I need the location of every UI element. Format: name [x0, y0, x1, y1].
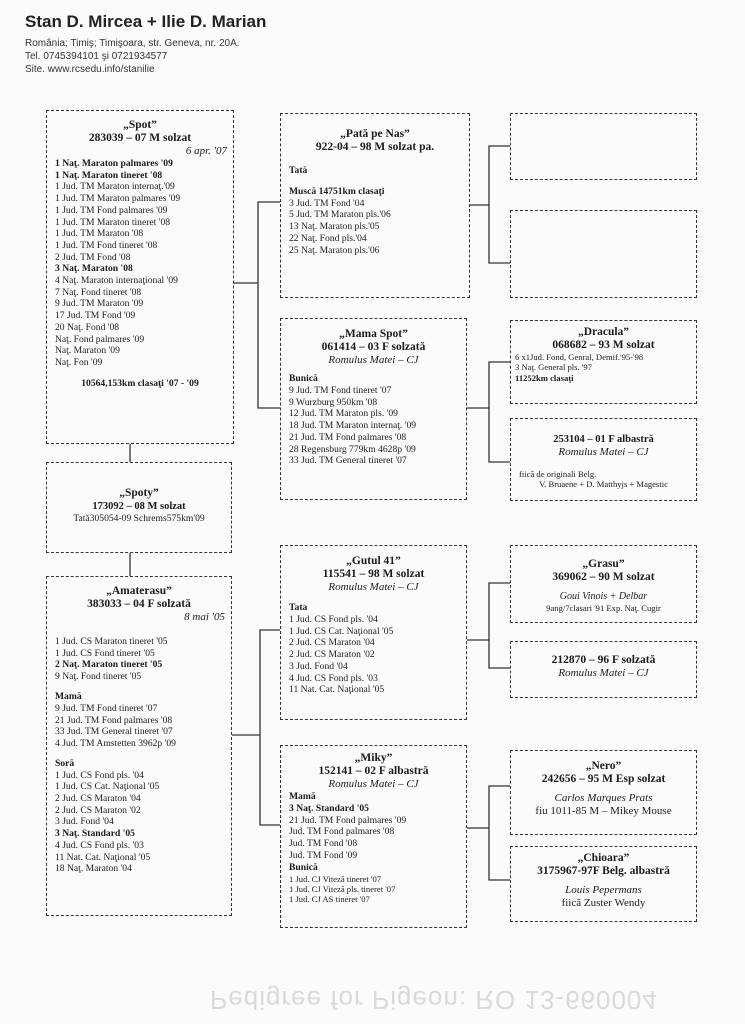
result-line: 1 Jud. CS Maraton tineret '05: [55, 636, 168, 647]
result-line: 25 Naţ. Maraton pls.'06: [289, 244, 380, 256]
result-line: 4 Naţ. Maraton internaţional '09: [55, 275, 178, 287]
result-line: 2 Jud. CS Maraton '04: [55, 793, 141, 805]
result-line: 12 Jud. TM Maraton pls. '09: [289, 408, 398, 420]
result-line: Muscă 14751km clasaţi: [289, 186, 385, 197]
result-line: 11 Nat. Cat. Naţional '05: [55, 851, 151, 863]
spot-total-km: 10564,153km clasaţi '07 - '09: [81, 377, 199, 389]
result-line: 18 Jud. TM Maraton internaţ. '09: [289, 420, 417, 432]
result-line: 3 Naţ. Maraton '08: [55, 263, 133, 275]
result-line: 3 Naţ. Standard '05: [289, 803, 369, 814]
grasu-owner: Goui Vinois + Delbar: [559, 591, 648, 602]
result-line: 9 Naţ. Fond tineret '05: [55, 671, 142, 683]
pigeon-card-mama-spot: [280, 318, 467, 500]
pigeon-card-pata-pe-nas: [280, 113, 470, 298]
result-line: 6 x1Jud. Fond, Genral, Demif.'95-'98: [515, 352, 644, 362]
pigeon-card-212870: [510, 641, 697, 698]
result-line: 21 Jud. TM Fond palmares '08: [289, 431, 407, 443]
amaterasu-ring: 383033 – 04 F solzată: [87, 598, 191, 610]
result-line: 4 Jud. TM Amstetten 3962p '09: [55, 737, 176, 749]
result-line: 1 Jud. TM Maraton internaţ.'09: [55, 181, 175, 193]
miky-role-label-2: Bunică: [289, 861, 318, 873]
result-line: 5 Jud. TM Maraton pls.'06: [289, 209, 391, 221]
pata-ring: [281, 141, 469, 154]
empty-card-pata-father: [510, 113, 697, 180]
pigeon-card-253104: [510, 418, 697, 501]
pigeon-card-amaterasu: [46, 576, 232, 916]
gutul-results-list: [281, 614, 466, 696]
result-line: 1 Jud. CS Cat. Naţional '05: [55, 781, 160, 793]
grasu-ring: 369062 – 90 M solzat: [552, 571, 655, 583]
result-line: 2 Jud. CS Maraton '02: [289, 649, 375, 661]
result-line: 1 Jud. CS Fond tineret '05: [55, 647, 155, 659]
dracula-results-list: [511, 352, 696, 373]
result-line: 9 Wurzburg 950km '08: [289, 396, 378, 408]
result-line: 1 Naţ. Maraton palmares '09: [55, 158, 173, 169]
breeder-site: Site. www.rcsedu.info/stanilie: [25, 64, 155, 75]
result-line: 1 Jud. TM Maraton '08: [55, 228, 144, 240]
pigeon-card-spot: [46, 110, 234, 444]
dracula-ring: 068682 – 93 M solzat: [552, 339, 655, 351]
pigeon-card-nero: [510, 750, 697, 835]
nero-note: fiu 1011-85 M – Mikey Mouse: [535, 805, 672, 817]
spot-results-list: [47, 158, 233, 369]
amaterasu-name: „Amaterasu”: [106, 585, 172, 597]
f253104-ring: 253104 – 01 F albastră: [553, 434, 654, 445]
empty-card-pata-mother: [510, 210, 697, 298]
spot-name: „Spot”: [123, 119, 157, 131]
mamaspot-name: „Mama Spot”: [339, 328, 408, 340]
breeder-phone: Tel. 0745394101 şi 0721934577: [25, 51, 168, 62]
result-line: 9 Jud. TM Fond tineret '07: [55, 702, 158, 714]
mamaspot-ring: 061414 – 03 F solzată: [321, 341, 426, 353]
connector-pata-parents: [470, 146, 510, 263]
connector-amaterasu-parents: [232, 630, 280, 825]
spoty-ring: 173092 – 08 M solzat: [92, 501, 186, 512]
result-line: 4 Jud. CS Fond pls. '03: [289, 672, 378, 684]
result-line: 3 Jud. TM Fond '04: [289, 197, 365, 209]
result-line: 4 Jud. CS Fond pls. '03: [55, 839, 144, 851]
miky-owner: Romulus Matei – CJ: [328, 778, 419, 790]
pata-name: „Pată pe Nas”: [340, 128, 410, 140]
result-line: 3 Jud. Fond '04: [289, 660, 348, 672]
result-line: 13 Naţ. Maraton pls.'05: [289, 221, 380, 233]
nero-owner: Carlos Marques Prats: [554, 792, 653, 804]
nero-ring: 242656 – 95 M Esp solzat: [541, 773, 666, 785]
breeder-address: România; Timiş; Timişoara, str. Geneva, nr. 20A.: [25, 38, 240, 49]
result-line: 1 Jud. CJ AS tineret '07: [289, 894, 370, 905]
pata-ring-text: 922-04 – 98 M solzat pa.: [315, 141, 435, 153]
amaterasu-sora-list: [47, 770, 231, 875]
miky-name: „Miky”: [354, 752, 393, 764]
result-line: 1 Jud. CJ Viteză tineret '07: [289, 873, 382, 884]
chioara-ring: 3175967-97F Belg. albastră: [537, 865, 670, 877]
result-line: 1 Jud. CS Fond pls. '04: [289, 614, 378, 625]
result-line: 9 Jud. TM Maraton '09: [55, 298, 144, 310]
pigeon-card-gutul-41: [280, 545, 467, 720]
spoty-name: „Spoty”: [119, 487, 159, 499]
result-line: Jud. TM Fond '08: [289, 838, 358, 850]
chioara-owner: Louis Pepermans: [565, 884, 642, 896]
gutul-owner: Romulus Matei – CJ: [328, 581, 419, 593]
result-line: 7 Naţ. Fond tineret '08: [55, 286, 142, 298]
miky-grandmother-results: [281, 874, 466, 905]
result-line: 33 Jud. TM General tineret '07: [55, 726, 173, 738]
result-line: Jud. TM Fond palmares '08: [289, 826, 395, 838]
miky-role-label: Mamă: [289, 791, 316, 802]
grasu-name: „Grasu”: [582, 558, 625, 570]
result-line: 1 Jud. TM Fond palmares '09: [55, 204, 168, 216]
spoty-note: Tată305054-09 Schrems575km'09: [73, 513, 205, 524]
result-line: 1 Naţ. Maraton tineret '08: [55, 169, 163, 181]
pigeon-card-dracula: [510, 320, 697, 404]
result-line: 9 Jud. TM Fond tineret '07: [289, 385, 392, 396]
mirrored-watermark: Pedigree for Pigeon: RO 13-660004: [210, 985, 658, 1015]
gutul-ring: 115541 – 98 M solzat: [322, 568, 425, 580]
result-line: 1 Jud. TM Maraton tineret '08: [55, 216, 171, 228]
result-line: 21 Jud. TM Fond palmares '08: [55, 714, 173, 726]
result-line: Naţ. Maraton '09: [55, 345, 120, 357]
f212870-ring: 212870 – 96 F solzată: [551, 654, 656, 666]
result-line: 33 Jud. TM General tineret '07: [289, 455, 407, 467]
result-line: 2 Jud. CS Maraton '04: [289, 637, 375, 649]
spot-hatch-date: 6 apr. '07: [185, 145, 227, 157]
result-line: 22 Naţ. Fond pls.'04: [289, 232, 367, 244]
result-line: 20 Naţ. Fond '08: [55, 321, 120, 333]
result-line: 3 Jud. Fond '04: [55, 816, 114, 828]
pigeon-card-chioara: [510, 846, 697, 922]
result-line: 2 Naţ. Maraton tineret '05: [55, 659, 163, 671]
result-line: Jud. TM Fond '09: [289, 849, 358, 861]
result-line: 3 Naţ. Standard '05: [55, 828, 135, 840]
f212870-owner: Romulus Matei – CJ: [558, 667, 649, 679]
result-line: Naţ. Fon '09: [55, 356, 103, 368]
connector-mamaspot-parents: [467, 362, 510, 462]
nero-name: „Nero”: [585, 760, 622, 772]
mamaspot-owner: Romulus Matei – CJ: [328, 354, 419, 366]
result-line: Naţ. Fond palmares '09: [55, 333, 145, 345]
connector-spot-parents: [234, 202, 280, 408]
result-line: 3 Naţ. General pls. '97: [515, 362, 592, 373]
amaterasu-sora-label: Soră: [55, 757, 75, 769]
dracula-total-km: 11252km clasaţi: [515, 372, 574, 383]
pata-role-label: Tată: [289, 165, 308, 176]
chioara-name: „Chioara”: [577, 852, 630, 864]
result-line: 1 Jud. TM Fond tineret '08: [55, 239, 158, 251]
pata-results-list: [281, 186, 469, 256]
connector-gutul-parents: [467, 583, 510, 668]
connector-miky-parents: [467, 786, 510, 880]
miky-results-list: [281, 803, 466, 862]
result-line: 28 Regensburg 779km 4628p '09: [289, 443, 416, 455]
grasu-note: 9ang/7clasari '91 Exp. Naţ. Cugir: [546, 603, 661, 613]
pigeon-card-grasu: [510, 545, 697, 623]
dracula-name: „Dracula”: [577, 326, 630, 338]
amaterasu-mama-label: Mamă: [55, 690, 82, 702]
mamaspot-role-label: Bunică: [289, 373, 318, 384]
gutul-name: „Gutul 41”: [346, 555, 401, 567]
result-line: 1 Jud. CS Cat. Naţional '05: [289, 625, 394, 637]
amaterasu-mama-list: [47, 703, 231, 750]
amaterasu-results-list: [47, 636, 231, 683]
result-line: 11 Nat. Cat. Naţional '05: [289, 684, 385, 696]
result-line: 17 Jud. TM Fond '09: [55, 310, 136, 322]
result-line: 2 Jud. TM Fond '08: [55, 251, 131, 263]
f253104-lineage: V. Bruaene + D. Matthyjs + Magestic: [539, 479, 668, 490]
breeder-name: Stan D. Mircea + Ilie D. Marian: [25, 12, 267, 31]
gutul-role-label: Tata: [289, 602, 308, 613]
result-line: 21 Jud. TM Fond palmares '09: [289, 814, 407, 826]
chioara-note: fiică Zuster Wendy: [561, 897, 646, 909]
miky-ring: 152141 – 02 F albastră: [318, 765, 429, 777]
pigeon-card-spoty: [46, 462, 232, 553]
result-line: 18 Naţ. Maraton '04: [55, 863, 132, 875]
result-line: 1 Jud. CJ Viteză pls. tineret '07: [289, 883, 396, 894]
spot-ring: 283039 – 07 M solzat: [88, 132, 192, 144]
pigeon-card-miky: [280, 745, 467, 928]
result-line: 1 Jud. CS Fond pls. '04: [55, 769, 144, 781]
f253104-origin: fiică de originali Belg.: [519, 469, 597, 479]
result-line: 2 Jud. CS Maraton '02: [55, 804, 141, 816]
amaterasu-hatch-date: 8 mai '05: [184, 611, 225, 623]
mamaspot-results-list: [281, 385, 466, 467]
f253104-owner: Romulus Matei – CJ: [558, 446, 649, 458]
result-line: 1 Jud. TM Maraton palmares '09: [55, 193, 181, 205]
